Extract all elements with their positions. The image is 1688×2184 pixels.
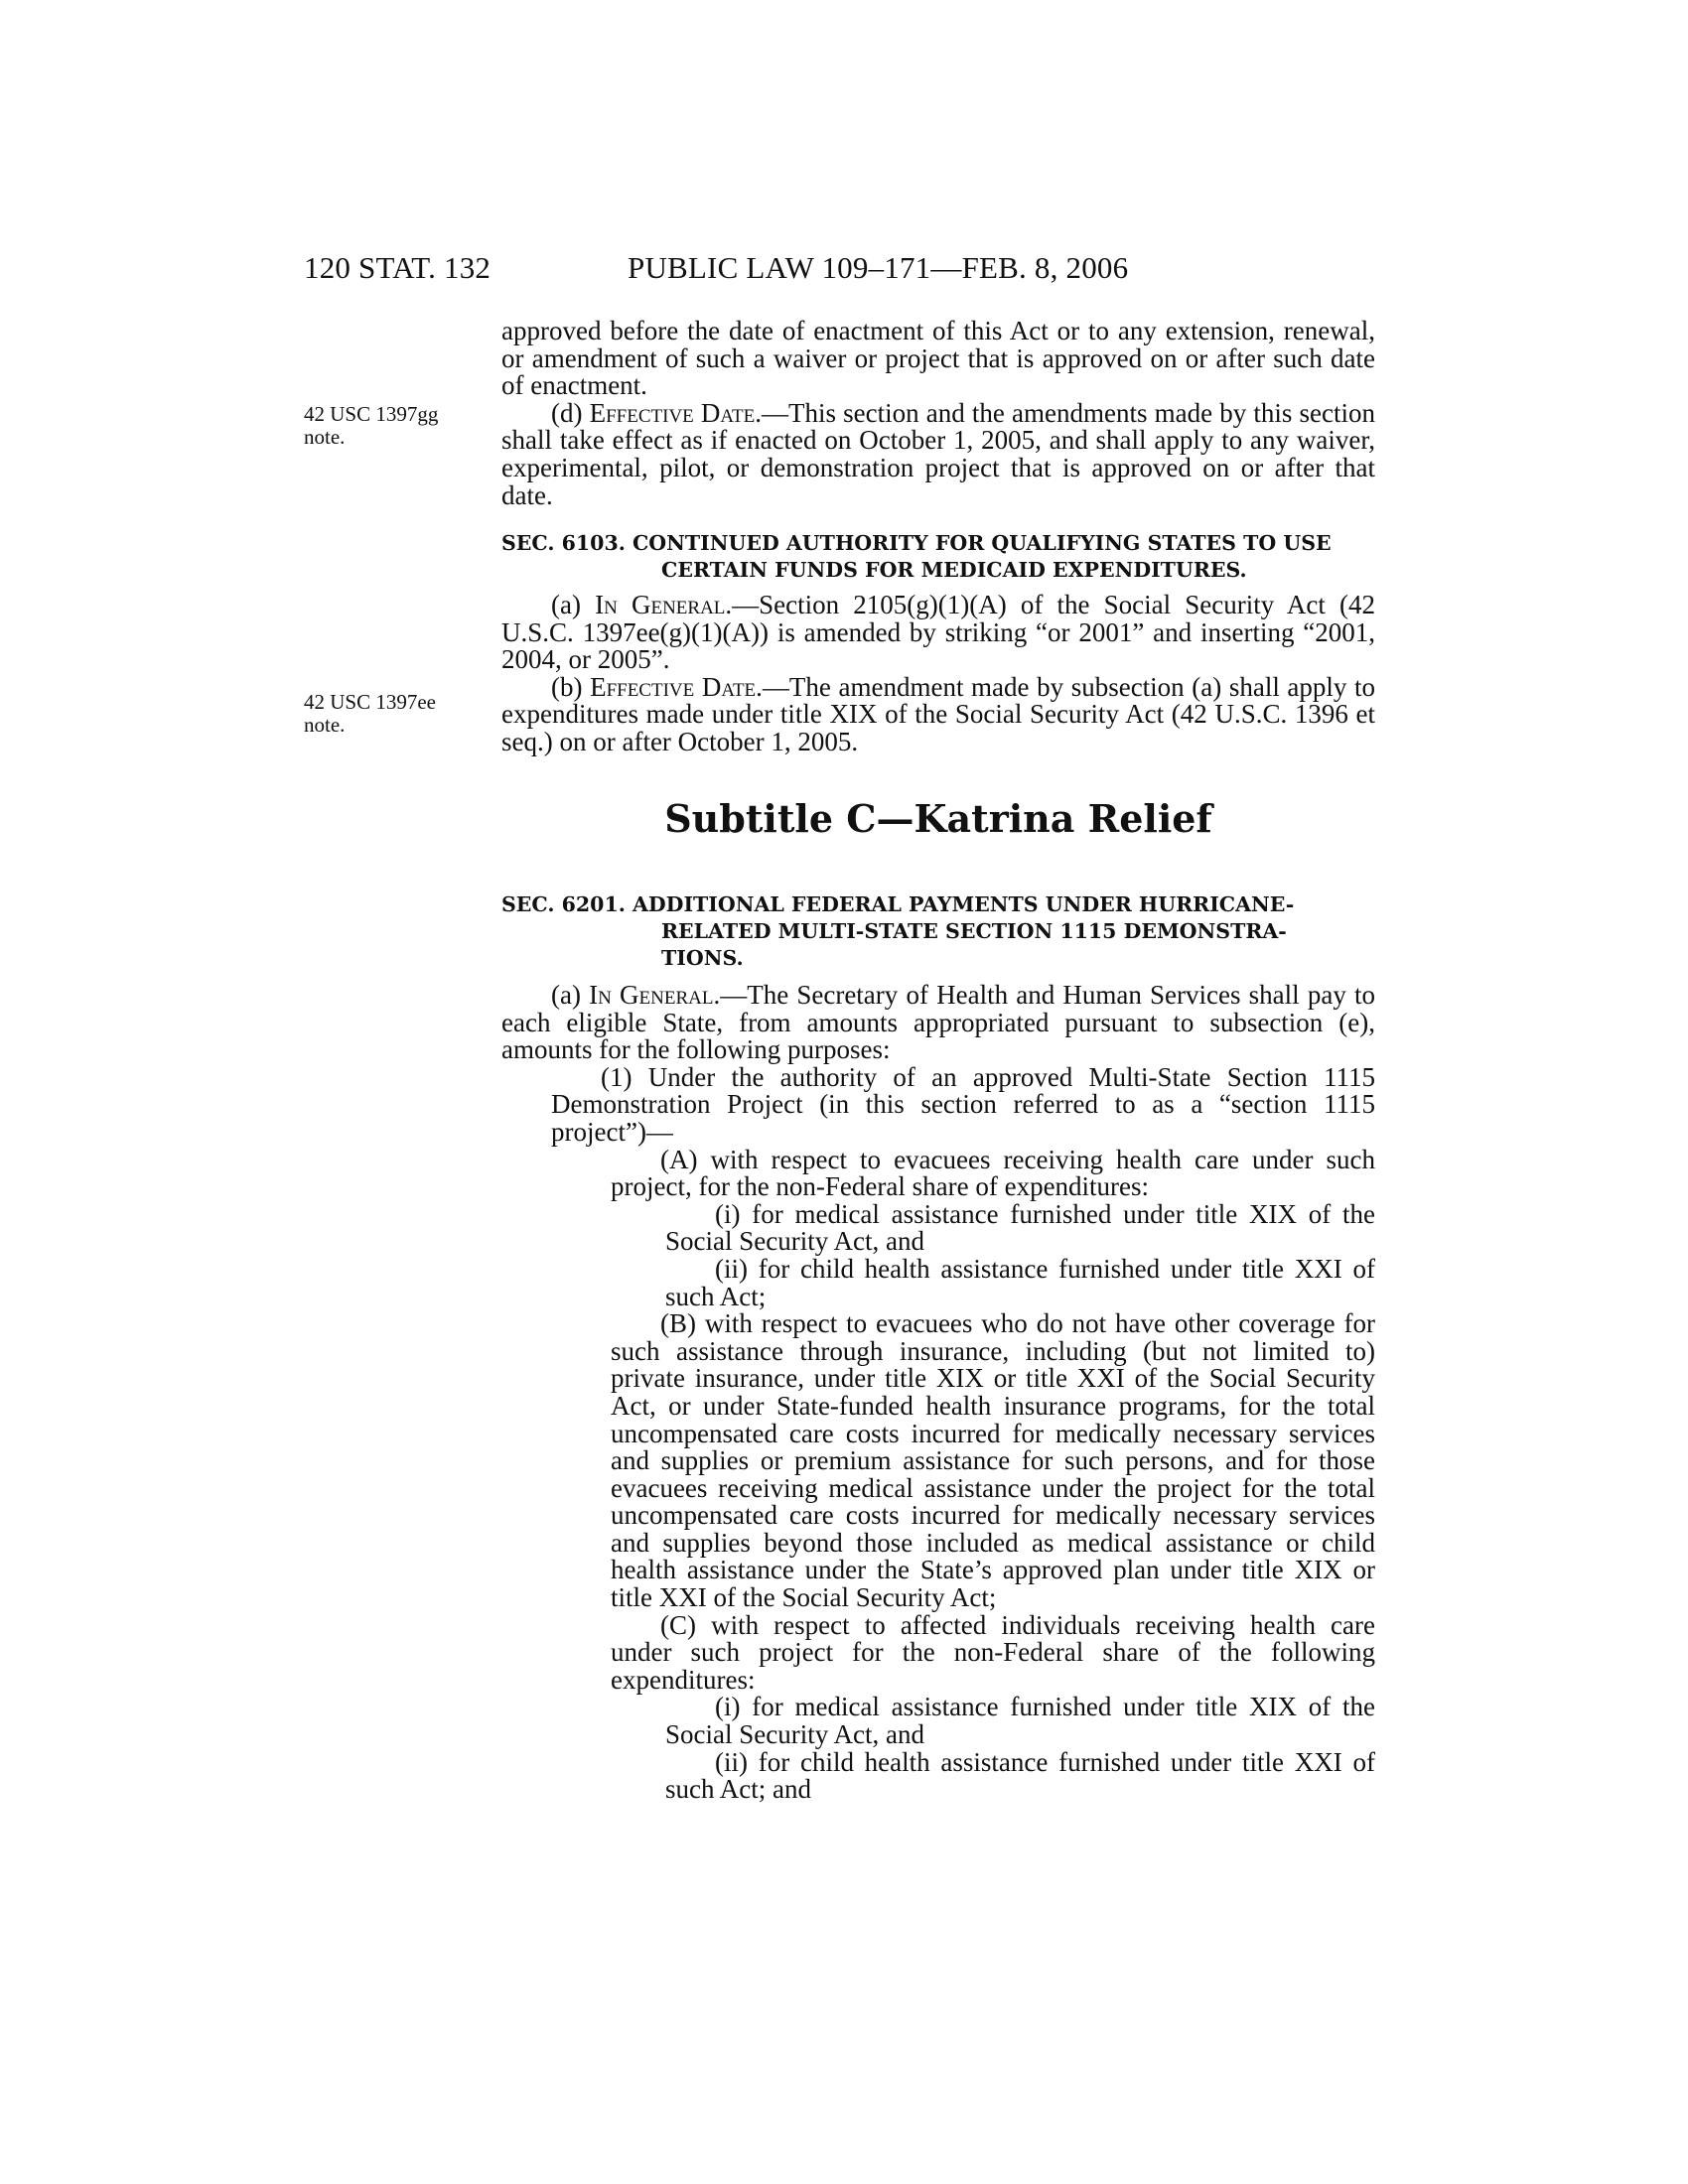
clause-C-i: (i) for medical assistance furnished under title XIX of the Social Security Act, and <box>665 1692 1375 1750</box>
subparagraph-B: (B) with respect to evacuees who do not have other coverage for such assistance through insurance, including (but not limited to) private insurance, under title XIX or title XXI of the Social Security Act, or under State-funded health insurance programs, for the total uncompensated care costs incurred for medically necessary services and supplies or premium assistance for such persons, and for those evacuees receiving medical assistance under the project for the total uncompensated care costs incurred for medically necessary services and supplies beyond those included as medical assistance or child health assistance under the State’s approved plan under title XIX or title XXI of the Social Security Act; <box>611 1308 1375 1613</box>
clause-A-i: (i) for medical assistance furnished under title XIX of the Social Security Act, and <box>665 1198 1375 1257</box>
margin-note-line: 42 USC 1397ee <box>304 690 436 714</box>
subparagraph-C: (C) with respect to affected individuals receiving health care under such project for the non-Federal share of the following expenditures: <box>611 1609 1375 1695</box>
subtitle-heading: Subtitle C—Katrina Relief <box>664 796 1212 841</box>
para-heading: Effective Date <box>590 671 757 702</box>
paragraph-in-general <box>501 592 1375 674</box>
page-running-head: PUBLIC LAW 109–171—FEB. 8, 2006 <box>628 250 1129 285</box>
clause-A-ii: (ii) for child health assistance furnished under title XXI of such Act; <box>665 1253 1375 1311</box>
section-heading-line: SEC. 6103. CONTINUED AUTHORITY FOR QUALIFYING STATES TO USE <box>501 531 1332 555</box>
para-text: .—The Secretary of Health and Human Services shall pay to each eligible State, from amounts appropriated pursuant to subsection (e), amounts for the following purposes: <box>501 980 1375 1065</box>
section-heading <box>501 530 1375 584</box>
section-6201 <box>501 891 1375 1804</box>
section-heading <box>501 891 1375 972</box>
para-label: (a) <box>551 980 590 1010</box>
subparagraph-A: (A) with respect to evacuees receiving health care under such project, for the non-Federal share of expenditures: <box>611 1144 1375 1202</box>
para-text: .—This section and the amendments made by this section shall take effect as if enacted on October 1, 2005, and shall apply to any waiver, experimental, pilot, or demonstration project that is approved on or after that date. <box>501 397 1375 510</box>
margin-note-line: note. <box>304 425 346 449</box>
para-heading: Effective Date <box>589 397 756 428</box>
paragraph-effective-date <box>501 671 1375 756</box>
clause-C-ii: (ii) for child health assistance furnished under title XXI of such Act; and <box>665 1746 1375 1805</box>
margin-note-line: 42 USC 1397gg <box>304 402 439 426</box>
page-stat-number: 120 STAT. 132 <box>304 250 492 285</box>
continued-section-text <box>501 318 1375 509</box>
para-heading: In General <box>589 980 714 1010</box>
para-label: (b) <box>551 671 591 702</box>
para-heading: In General <box>595 590 726 619</box>
section-6103 <box>501 530 1375 756</box>
paragraph-in-general <box>501 982 1375 1064</box>
margin-note-1397ee <box>304 691 436 737</box>
para-text: .—Section 2105(g)(1)(A) of the Social Security Act (42 U.S.C. 1397ee(g)(1)(A)) is amended by striking “or 2001” and inserting “2001, 2004, or 2005”. <box>501 590 1375 675</box>
para-text: .—The amendment made by subsection (a) shall apply to expenditures made under title XIX of the Social Security Act (42 U.S.C. 1396 et seq.) on or after October 1, 2005. <box>501 671 1375 756</box>
paragraph-effective-date <box>501 397 1375 510</box>
para-label: (a) <box>551 590 596 619</box>
section-heading-line: RELATED MULTI-STATE SECTION 1115 DEMONSTRA- <box>661 919 1287 943</box>
para-label: (d) <box>551 397 590 428</box>
paragraph-continuation: approved before the date of enactment of this Act or to any extension, renewal, or amendment of such a waiver or project that is approved on or after such date of enactment. <box>501 316 1375 401</box>
margin-note-1397gg <box>304 403 438 449</box>
paragraph-1: (1) Under the authority of an approved Multi-State Section 1115 Demonstration Project (in this section referred to as a “section 1115 project”)— <box>551 1061 1375 1147</box>
margin-note-line: note. <box>304 713 346 737</box>
section-heading-line: CERTAIN FUNDS FOR MEDICAID EXPENDITURES. <box>661 558 1247 582</box>
section-heading-line: TIONS. <box>661 946 744 970</box>
section-heading-line: SEC. 6201. ADDITIONAL FEDERAL PAYMENTS UNDER HURRICANE- <box>501 892 1295 916</box>
